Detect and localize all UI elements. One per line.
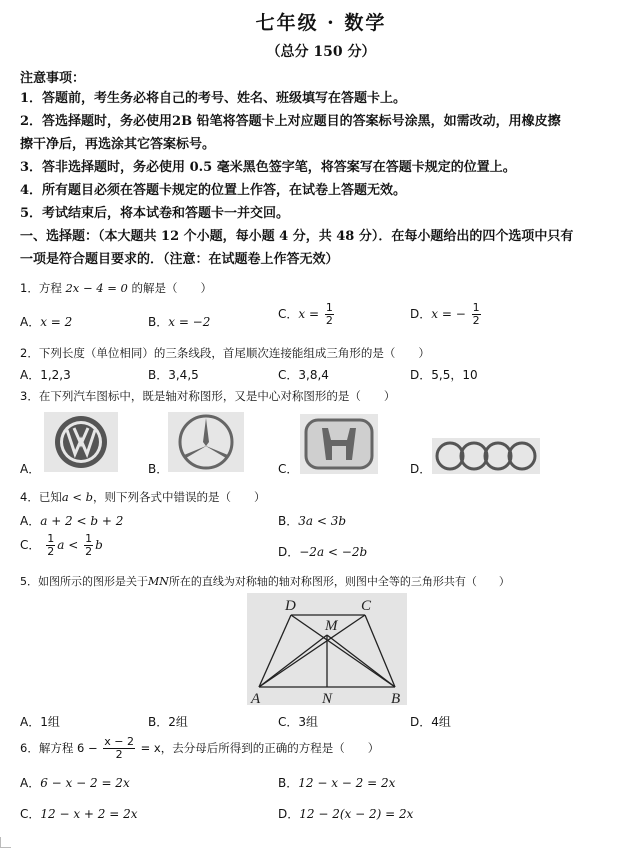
option-label: B．: [148, 315, 169, 329]
note-5: 5．考试结束后，将本试卷和答题卡一并交回。: [20, 206, 290, 221]
q4-stem-b: ，则下列各式中错误的是（ ）: [93, 490, 266, 504]
q4-option-d: [278, 543, 367, 560]
section-heading-1: 一、选择题：（本大题共 12 个小题，每小题 4 分，共 48 分）．在每小题给出的四个选项中只有: [20, 229, 574, 244]
q5-option-b: B．2组: [148, 715, 188, 729]
total-score: （总分 150 分）: [266, 44, 376, 60]
question-6: [20, 736, 379, 761]
option-label: C．: [278, 307, 299, 321]
honda-logo-icon: [300, 414, 378, 474]
q4-option-a: [20, 512, 123, 529]
option-value: 12 − x + 2 = 2x: [40, 807, 138, 821]
q5-option-a: A．1组: [20, 715, 60, 729]
note-3: 3．答非选择题时，务必使用 0.5 毫米黑色签字笔，将答案写在答题卡规定的位置上。: [20, 160, 516, 175]
fraction: [46, 533, 55, 558]
q5-stem-b: 所在的直线为对称轴的轴对称图形，则图中全等的三角形共有（ ）: [168, 575, 510, 588]
q1-stem-b: 的解是（ ）: [131, 281, 212, 295]
option-value: 6 − x − 2 = 2x: [40, 776, 130, 790]
note-1: 1．答题前，考生务必将自己的考号、姓名、班级填写在答题卡上。: [20, 91, 407, 106]
honda-logo: [300, 414, 378, 474]
fraction-denominator: 2: [472, 314, 480, 327]
option-label: A．: [20, 315, 41, 329]
notes-heading: 注意事项：: [20, 71, 86, 86]
option-label: C．: [20, 538, 41, 552]
q6-option-d: [278, 805, 413, 822]
page-title: 七年级 · 数学: [255, 12, 387, 34]
fraction-numerator: 1: [472, 301, 480, 314]
q6-stem-b: = x，去分母后所得到的正确的方程是（ ）: [140, 741, 380, 755]
q3-option-a: A．: [20, 462, 41, 476]
fraction: [325, 302, 334, 327]
section-heading-2: 一项是符合题目要求的．（注意：在试题卷上作答无效）: [20, 252, 339, 267]
q5-axis-label: MN: [148, 575, 169, 588]
q6-option-c: [20, 805, 138, 822]
mercedes-logo: [168, 412, 244, 472]
point-m-label: M: [325, 618, 338, 634]
fraction-denominator: 2: [115, 748, 123, 761]
note-2: 2．答选择题时，务必使用2B 铅笔将答题卡上对应题目的答案标号涂黑，如需改动，用橡皮擦: [20, 114, 561, 129]
fraction: [84, 533, 93, 558]
question-4: [20, 489, 266, 505]
option-label: A．: [20, 776, 41, 790]
option-value: 3a < 3b: [298, 514, 347, 528]
q3-option-c: C．: [278, 462, 299, 476]
q3-option-d: D．: [410, 462, 432, 476]
option-value: b: [95, 538, 103, 552]
option-label: A．: [20, 514, 41, 528]
q5-option-d: D．4组: [410, 715, 451, 729]
q1-equation: 2x − 4 = 0: [65, 281, 128, 295]
option-label: C．: [20, 807, 41, 821]
question-5: [20, 573, 510, 589]
option-value: x = 2: [40, 315, 73, 329]
vw-logo: [44, 412, 118, 472]
geometry-figure: [247, 593, 407, 705]
point-c-label: C: [361, 598, 372, 614]
q6-stem-a: 6．解方程 6 −: [20, 741, 98, 755]
point-d-label: D: [285, 598, 296, 614]
fraction-numerator: 1: [85, 532, 93, 545]
option-value: x = −: [431, 307, 466, 321]
q6-option-a: [20, 774, 130, 791]
option-value: a <: [57, 538, 79, 552]
q2-option-a: A．1,2,3: [20, 368, 71, 382]
note-2-cont: 擦干净后，再选涂其它答案标号。: [20, 137, 216, 152]
fraction-numerator: 1: [325, 301, 333, 314]
q5-stem-a: 5．如图所示的图形是关于: [20, 575, 148, 588]
option-value: x =: [298, 307, 320, 321]
fraction: [472, 302, 481, 327]
audi-rings-icon: [432, 438, 540, 474]
q6-option-b: [278, 774, 395, 791]
option-label: B．: [278, 776, 299, 790]
option-value: x = −2: [168, 315, 211, 329]
option-label: D．: [410, 307, 432, 321]
option-value: 12 − x − 2 = 2x: [298, 776, 396, 790]
fraction-denominator: 2: [47, 545, 55, 558]
point-a-label: A: [251, 691, 261, 705]
q1-option-c: [278, 302, 336, 327]
option-label: D．: [278, 807, 300, 821]
q1-option-a: [20, 313, 72, 330]
question-1: [20, 280, 212, 296]
option-value: −2a < −2b: [299, 545, 368, 559]
q1-option-d: [410, 302, 483, 327]
q4-option-b: [278, 512, 346, 529]
point-b-label: B: [391, 691, 401, 705]
q5-option-c: C．3组: [278, 715, 319, 729]
fraction-denominator: 2: [325, 314, 333, 327]
option-label: D．: [278, 545, 300, 559]
point-n-label: N: [322, 691, 333, 705]
fraction-numerator: 1: [47, 532, 55, 545]
note-4: 4．所有题目必须在答题卡规定的位置上作答，在试卷上答题无效。: [20, 183, 407, 198]
fraction-numerator: x − 2: [104, 735, 134, 748]
option-value: 12 − 2(x − 2) = 2x: [299, 807, 414, 821]
audi-logo: [432, 438, 540, 474]
question-2: 2．下列长度（单位相同）的三条线段，首尾顺次连接能组成三角形的是（ ）: [20, 346, 430, 360]
q4-condition: a < b: [61, 490, 93, 504]
q2-option-d: D．5,5，10: [410, 368, 478, 382]
q2-option-c: C．3,8,4: [278, 368, 329, 382]
option-label: B．: [278, 514, 299, 528]
q1-option-b: [148, 313, 210, 330]
fraction-denominator: 2: [85, 545, 93, 558]
page-corner-mark: [0, 837, 11, 848]
q4-option-c: [20, 533, 103, 558]
mercedes-logo-icon: [168, 412, 244, 472]
option-value: a + 2 < b + 2: [40, 514, 124, 528]
trapezoid-diagram: [247, 593, 407, 705]
vw-logo-icon: [44, 412, 118, 472]
q4-stem-a: 4．已知: [20, 490, 62, 504]
q2-option-b: B．3,4,5: [148, 368, 199, 382]
q1-stem-a: 1．方程: [20, 281, 62, 295]
question-3: 3．在下列汽车图标中，既是轴对称图形，又是中心对称图形的是（ ）: [20, 389, 396, 403]
fraction: [103, 736, 135, 761]
q3-option-b: B．: [148, 462, 169, 476]
